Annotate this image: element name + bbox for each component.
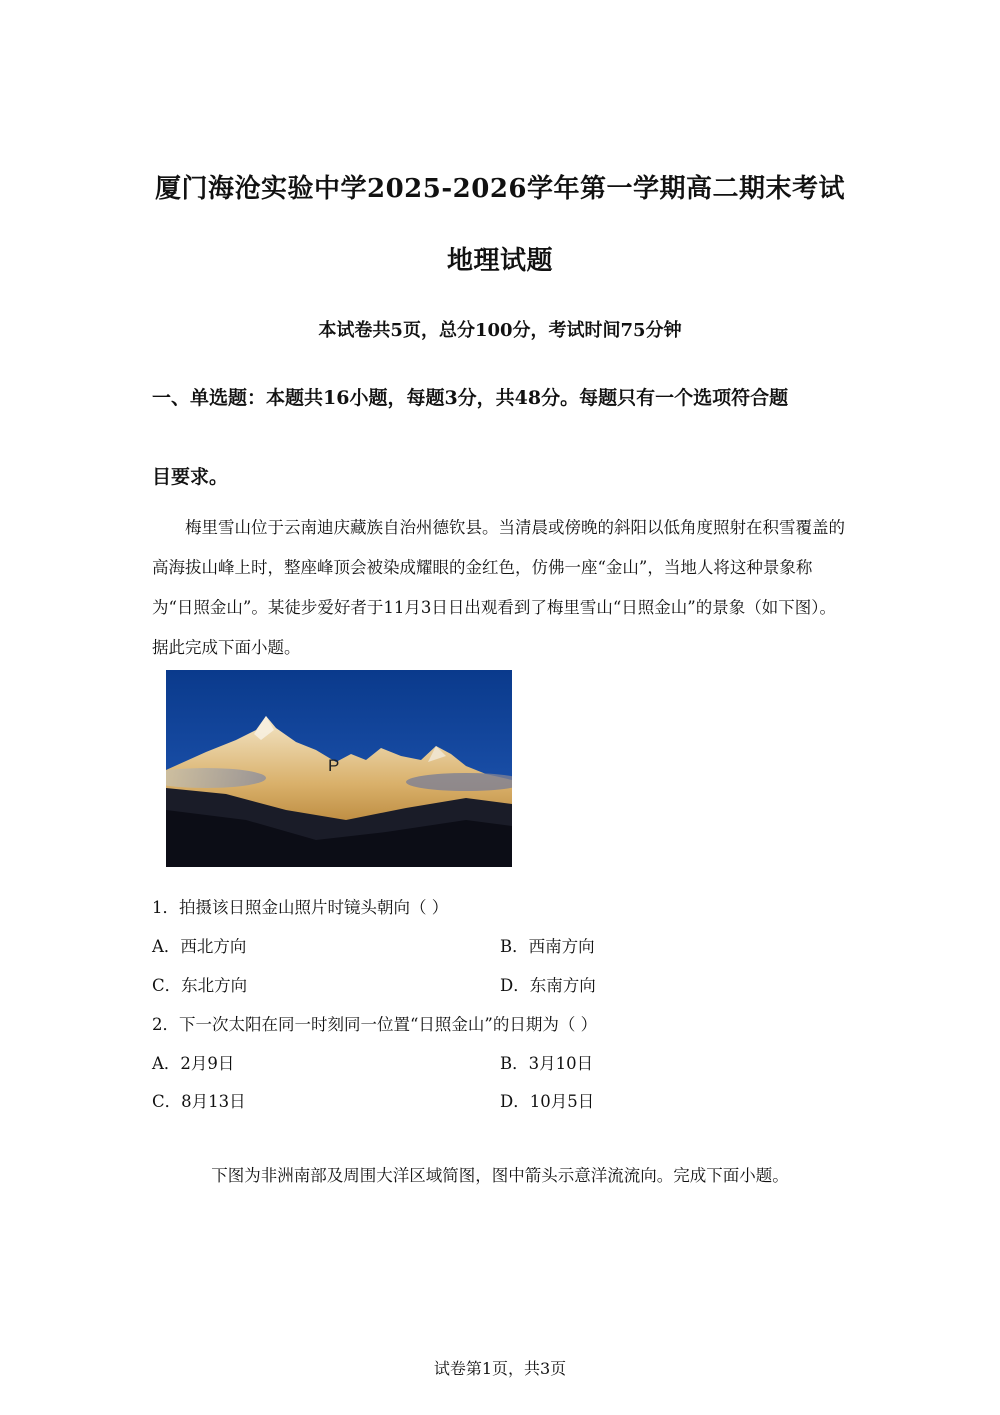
question-2-option-a: A．2月9日	[152, 1054, 235, 1073]
passage-meili-snow-mountain: 梅里雪山位于云南迪庆藏族自治州德钦县。当清晨或傍晚的斜阳以低角度照射在积雪覆盖的高海拔山峰上时，整座峰顶会被染成耀眼的金红色，仿佛一座“金山”，当地人将这种景象称为“日照金山”。某徒步爱好者于11月3日日出观看到了梅里雪山“日照金山”的景象（如下图）。据此完成下面小题。	[152, 518, 845, 657]
question-1-option-a: A．西北方向	[152, 937, 247, 956]
mountain-photo	[166, 670, 512, 867]
section-heading-continued: 目要求。	[152, 466, 229, 488]
question-2-option-c: C．8月13日	[152, 1092, 246, 1111]
passage-southern-africa: 下图为非洲南部及周围大洋区域简图，图中箭头示意洋流流向。完成下面小题。	[211, 1166, 789, 1185]
question-2-option-d: D．10月5日	[500, 1092, 595, 1111]
section-heading: 一、单选题：本题共16小题，每题3分，共48分。每题只有一个选项符合题	[152, 387, 789, 409]
question-2-stem: 2．下一次太阳在同一时刻同一位置“日照金山”的日期为（ ）	[152, 1015, 598, 1034]
question-1-option-b: B．西南方向	[500, 937, 595, 956]
question-1-stem: 1．拍摄该日照金山照片时镜头朝向（ ）	[152, 898, 449, 917]
exam-subject: 地理试题	[446, 246, 553, 276]
photo-marker-p: P	[328, 756, 340, 775]
exam-info: 本试卷共5页，总分100分，考试时间75分钟	[318, 320, 682, 341]
question-2-option-b: B．3月10日	[500, 1054, 594, 1073]
exam-title: 厦门海沧实验中学2025-2026学年第一学期高二期末考试	[154, 174, 846, 204]
question-1-option-c: C．东北方向	[152, 976, 248, 995]
page-footer: 试卷第1页，共3页	[433, 1359, 567, 1378]
question-1-option-d: D．东南方向	[500, 976, 596, 995]
